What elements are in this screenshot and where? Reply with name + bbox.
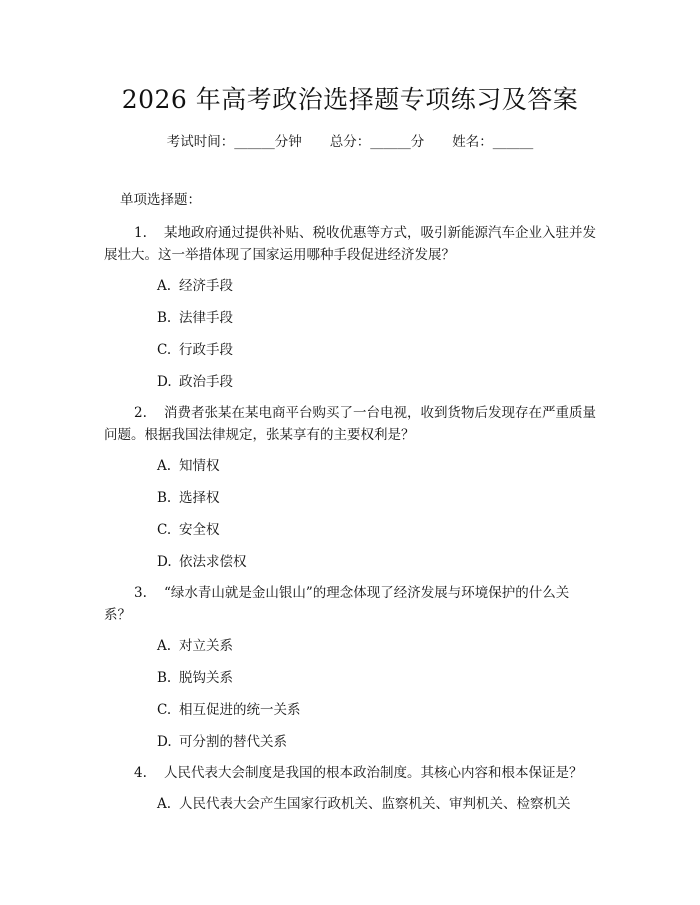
- option-4a: A. 人民代表大会产生国家行政机关、监察机关、审判机关、检察机关: [157, 796, 571, 812]
- question-text-line1: 某地政府通过提供补贴、税收优惠等方式，吸引新能源汽车企业入驻并发: [164, 225, 596, 241]
- question-number: 4.: [134, 765, 147, 781]
- option-1d: D. 政治手段: [157, 374, 233, 390]
- option-2a: A. 知情权: [157, 458, 220, 474]
- question-text-line2: 系？: [104, 607, 131, 623]
- time-blank: ______: [234, 134, 275, 150]
- option-2b: B. 选择权: [157, 490, 220, 506]
- question-4: [128, 762, 616, 784]
- question-number: 3.: [134, 585, 147, 601]
- section-heading: 单项选择题：: [120, 192, 201, 208]
- question-1: [104, 222, 616, 266]
- option-3a: A. 对立关系: [157, 638, 233, 654]
- name-label: 姓名：: [452, 134, 493, 150]
- option-1b: B. 法律手段: [157, 310, 233, 326]
- score-blank: ______: [370, 134, 411, 150]
- name-blank: ______: [492, 134, 534, 150]
- option-3b: B. 脱钩关系: [157, 670, 233, 686]
- time-label: 考试时间：: [166, 134, 235, 150]
- question-text-line2: 问题。根据我国法律规定，张某享有的主要权利是？: [104, 427, 415, 443]
- option-1a: A. 经济手段: [157, 278, 233, 294]
- option-1c: C. 行政手段: [157, 342, 233, 358]
- question-text-line1: “绿水青山就是金山银山”的理念体现了经济发展与环境保护的什么关: [164, 585, 570, 601]
- question-2: [104, 402, 616, 446]
- option-2d: D. 依法求偿权: [157, 554, 247, 570]
- page-title: 2026 年高考政治选择题专项练习及答案: [121, 85, 579, 114]
- exam-info-line: [0, 132, 700, 152]
- option-2c: C. 安全权: [157, 522, 220, 538]
- question-number: 1.: [134, 225, 147, 241]
- option-3d: D. 可分割的替代关系: [157, 734, 287, 750]
- question-3: [104, 582, 616, 626]
- time-unit: 分钟: [274, 134, 302, 150]
- score-unit: 分: [410, 134, 425, 150]
- score-label: 总分：: [329, 134, 371, 150]
- question-number: 2.: [134, 405, 147, 421]
- question-text-line1: 人民代表大会制度是我国的根本政治制度。其核心内容和根本保证是？: [164, 765, 583, 781]
- question-text-line2: 展壮大。这一举措体现了国家运用哪种手段促进经济发展？: [104, 247, 455, 263]
- question-text-line1: 消费者张某在某电商平台购买了一台电视，收到货物后发现存在严重质量: [164, 405, 596, 421]
- option-3c: C. 相互促进的统一关系: [157, 702, 301, 718]
